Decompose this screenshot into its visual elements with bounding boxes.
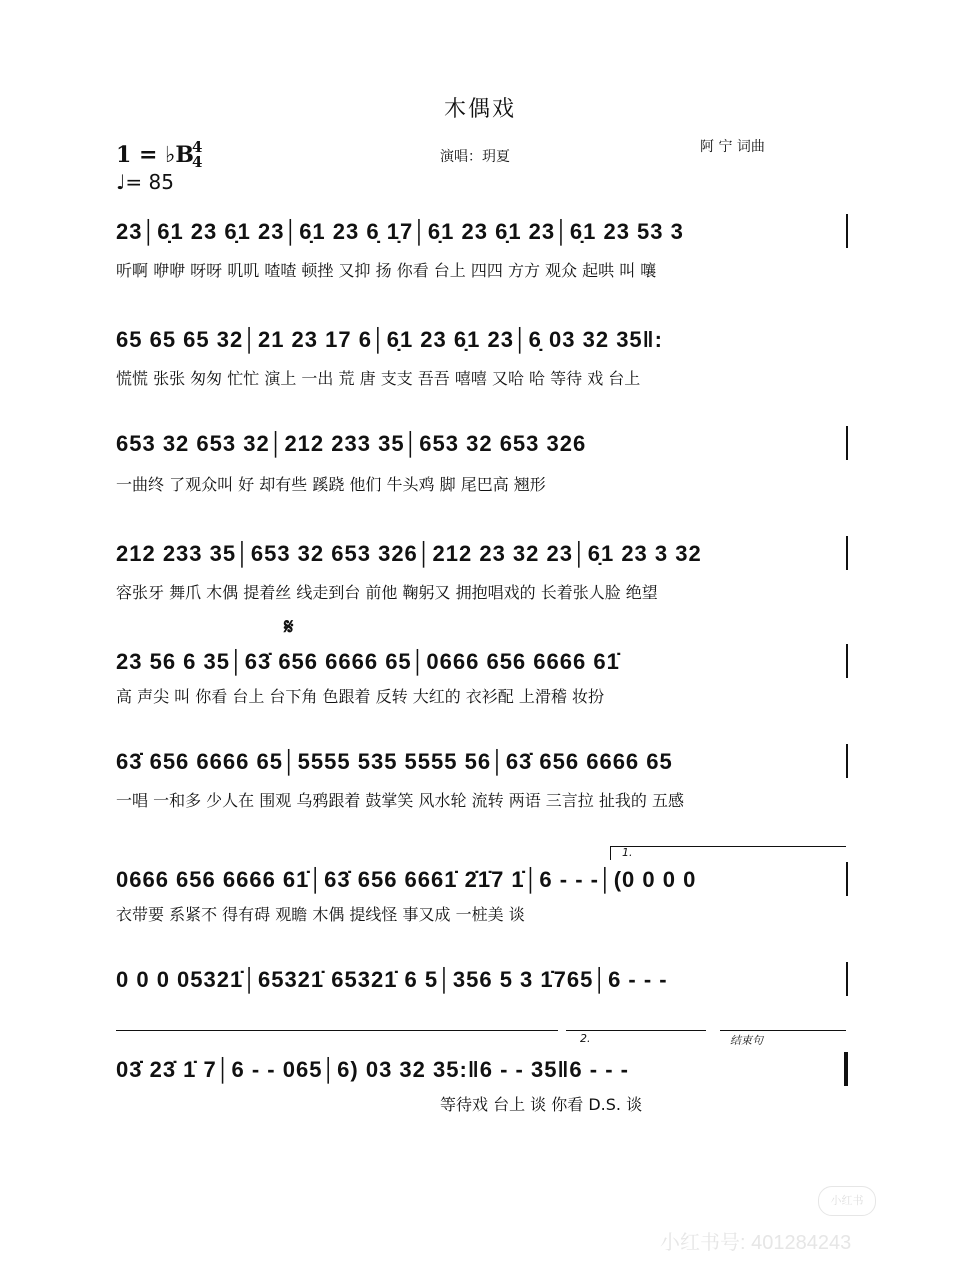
notation-line-1: 23│6̣1 23 6̣1 23│6̣1 23 6̣ 1̣7│6̣1 23 6̣1 23│6̣1 23 53 3 bbox=[116, 219, 684, 244]
notation-line-8: 0 0 0 05321̇│65321̇ 65321̇ 6 5│356 5 3 1̇765│6 - - - bbox=[116, 967, 668, 992]
barline bbox=[846, 426, 848, 460]
lyrics-line-2: 慌慌 张张 匆匆 忙忙 演上 一出 荒 唐 支支 吾吾 嘻嘻 又哈 哈 等待 戏 台上 bbox=[116, 369, 641, 388]
second-ending-label: 2. bbox=[580, 1032, 591, 1045]
lyrics-line-6: 一唱 一和多 少人在 围观 乌鸦跟着 鼓掌笑 风水轮 流转 两语 三言拉 扯我的 五感 bbox=[116, 791, 684, 810]
lyrics-line-7: 衣带要 系紧不 得有碍 观瞻 木偶 提线怪 事又成 一桩美 谈 bbox=[116, 905, 525, 924]
lyrics-line-3: 一曲终 了观众叫 好 却有些 蹊跷 他们 牛头鸡 脚 尾巴高 翘形 bbox=[116, 475, 546, 494]
composer-credit: 阿 宁 词曲 bbox=[700, 139, 765, 155]
coda-label: 结束句 bbox=[730, 1034, 763, 1047]
notation-line-4: 212 233 35│653 32 653 326│212 23 32 23│6̣1 23 3 32 bbox=[116, 541, 702, 566]
second-ending-bracket bbox=[566, 1030, 706, 1031]
watermark-text: 小红书号: 401284243 bbox=[660, 1232, 852, 1254]
notation-line-6: 63̇ 656 6666 65│5555 535 5555 56│63̇ 656 6666 65 bbox=[116, 749, 673, 774]
notation-line-9: 03̇ 23̇ 1̇ 7│6 - - 065│6) 03 32 35:‖6 - - 35‖6 - - - bbox=[116, 1057, 629, 1082]
barline bbox=[846, 962, 848, 996]
watermark-logo: 小红书 bbox=[818, 1186, 876, 1216]
key-signature: 1 = ♭B bbox=[116, 142, 195, 168]
notation-line-7: 0666 656 6666 61̇│63̇ 656 6661̇ 2̇1̇7 1̇│6 - - -│(0 0 0 0 bbox=[116, 867, 697, 892]
first-ending-label: 1. bbox=[622, 846, 633, 859]
coda-bracket bbox=[720, 1030, 846, 1031]
first-ending-bracket-edge bbox=[610, 846, 611, 860]
phrase-bracket bbox=[116, 1030, 558, 1031]
song-title: 木偶戏 bbox=[443, 97, 516, 122]
barline bbox=[846, 862, 848, 896]
time-signature-bottom: 4 bbox=[192, 153, 203, 171]
barline bbox=[846, 644, 848, 678]
first-ending-bracket bbox=[610, 846, 846, 847]
lyrics-line-4: 容张牙 舞爪 木偶 提着丝 线走到台 前他 鞠躬又 拥抱唱戏的 长着张人脸 绝望 bbox=[116, 583, 658, 602]
notation-line-5: 23 56 6 35│63̇ 656 6666 65│0666 656 6666 61̇ bbox=[116, 649, 620, 674]
final-barline bbox=[844, 1052, 848, 1086]
singer-credit: 演唱：玥夏 bbox=[440, 149, 510, 165]
barline bbox=[846, 744, 848, 778]
time-signature-top: 4 bbox=[192, 138, 203, 156]
tempo-marking: ♩= 85 bbox=[116, 170, 174, 194]
barline bbox=[846, 536, 848, 570]
lyrics-line-9: 等待戏 台上 谈 你看 D.S. 谈 bbox=[440, 1095, 643, 1114]
barline bbox=[846, 214, 848, 248]
notation-line-2: 65 65 65 32│21 23 17 6│6̣1 23 6̣1 23│6̣ 03 32 35‖: bbox=[116, 327, 663, 352]
lyrics-line-5: 高 声尖 叫 你看 台上 台下角 色跟着 反转 大红的 衣衫配 上滑稽 妆扮 bbox=[116, 687, 604, 706]
lyrics-line-1: 听啊 咿咿 呀呀 叽叽 喳喳 顿挫 又抑 扬 你看 台上 四四 方方 观众 起哄 叫 嚷 bbox=[116, 261, 657, 280]
notation-line-3: 653 32 653 32│212 233 35│653 32 653 326 bbox=[116, 431, 587, 456]
segno-sign: 𝄋 bbox=[284, 614, 294, 640]
time-signature bbox=[192, 140, 202, 170]
